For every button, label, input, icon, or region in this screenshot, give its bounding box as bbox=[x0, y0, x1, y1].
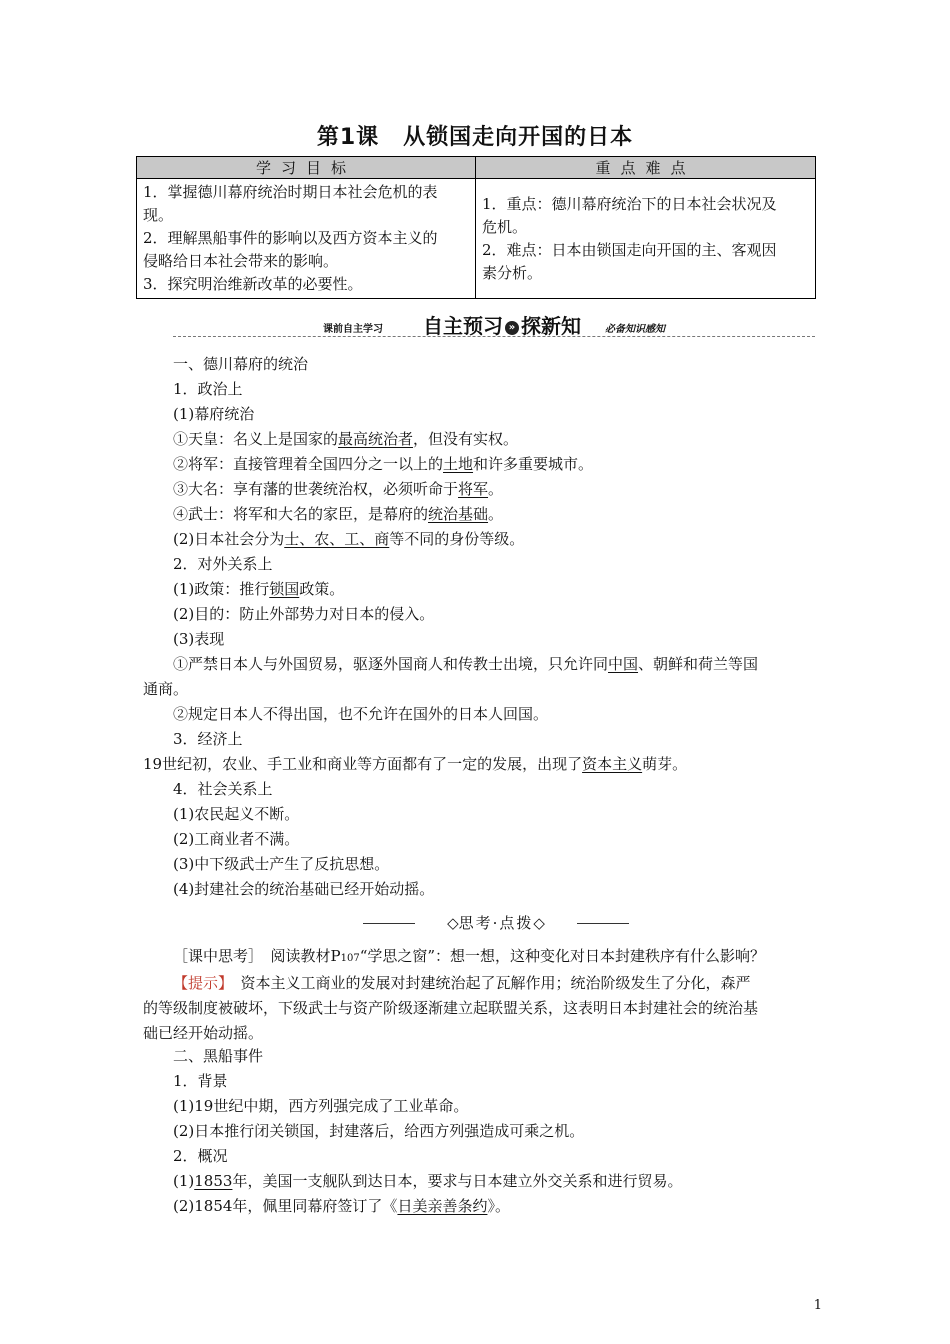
show-item-1 bbox=[173, 652, 815, 677]
text: ①天皇：名义上是国家的 bbox=[173, 430, 339, 448]
bg-heading: 1．背景 bbox=[173, 1072, 228, 1090]
economy-heading: 3．经济上 bbox=[173, 730, 243, 748]
hint-line-3: 础已经开始动摇。 bbox=[143, 1024, 264, 1042]
text: (1) bbox=[173, 1172, 195, 1190]
content-body bbox=[143, 352, 815, 902]
ov-line-2 bbox=[173, 1194, 815, 1219]
lesson-number: 第1课 bbox=[316, 125, 380, 150]
hint-line-1 bbox=[143, 971, 815, 996]
key-line: 素分析。 bbox=[482, 263, 543, 282]
banner-left-text: 课前自主学习 bbox=[323, 324, 383, 335]
goal-line: 侵略给日本社会带来的影响。 bbox=[143, 252, 339, 270]
divider-line-left bbox=[363, 923, 415, 924]
show-item-1-cont: 通商。 bbox=[143, 680, 189, 698]
keys-cell bbox=[476, 179, 816, 299]
society-item: (2)工商业者不满。 bbox=[173, 830, 300, 848]
aim-line: (2)目的：防止外部势力对日本的侵入。 bbox=[173, 605, 435, 623]
goal-line: 现。 bbox=[143, 206, 174, 224]
text: 19世纪初，农业、手工业和商业等方面都有了一定的发展，出现了 bbox=[143, 755, 583, 773]
text: ①严禁日本人与外国贸易，驱逐外国商人和传教士出境，只允许同 bbox=[173, 655, 609, 673]
banner-main-1: 自主预习 bbox=[423, 314, 503, 338]
politics-heading: 1．政治上 bbox=[173, 380, 243, 398]
foreign-heading: 2．对外关系上 bbox=[173, 555, 273, 573]
ov-line-1 bbox=[173, 1169, 815, 1194]
hint-line-2: 的等级制度被破坏，下级武士与资产阶级逐渐建立起联盟关系，这表明日本封建社会的统治基 bbox=[143, 999, 759, 1017]
text: 资本主义工商业的发展对封建统治起了瓦解作用；统治阶级发生了分化，森严 bbox=[225, 974, 751, 992]
banner-right-text: 必备知识感知 bbox=[605, 324, 665, 335]
answer-blank: 锁国 bbox=[269, 580, 300, 598]
society-item: (4)封建社会的统治基础已经开始动摇。 bbox=[173, 880, 435, 898]
text: 萌芽。 bbox=[642, 755, 688, 773]
key-line: 1．重点：德川幕府统治下的日本社会状况及 bbox=[482, 194, 777, 213]
answer-blank: 将军 bbox=[458, 480, 489, 498]
text: 、朝鲜和荷兰等国 bbox=[638, 655, 759, 673]
banner-rule bbox=[173, 336, 815, 337]
policy-line bbox=[173, 577, 815, 602]
answer-blank: 中国 bbox=[608, 655, 639, 673]
think-question bbox=[143, 944, 815, 971]
section2-block bbox=[173, 1044, 815, 1219]
goals-table bbox=[136, 156, 816, 299]
text: ③大名：享有藩的世袭统治权，必须听命于 bbox=[173, 480, 459, 498]
goals-header: 学习目标 bbox=[137, 157, 476, 179]
text: 。 bbox=[488, 480, 504, 498]
double-arrow-icon: » bbox=[505, 321, 519, 335]
answer-blank: 1853 bbox=[194, 1172, 233, 1190]
ov-heading: 2．概况 bbox=[173, 1147, 228, 1165]
goal-line: 1．掌握德川幕府统治时期日本社会危机的表 bbox=[143, 183, 438, 201]
show-line: (3)表现 bbox=[173, 630, 225, 648]
goal-line: 3．探究明治维新改革的必要性。 bbox=[143, 275, 363, 293]
text: 等不同的身份等级。 bbox=[389, 530, 525, 548]
text: (1)政策：推行 bbox=[173, 580, 270, 598]
key-line: 2．难点：日本由锁国走向开国的主、客观因 bbox=[482, 240, 777, 259]
text: ②将军：直接管理着全国四分之一以上的 bbox=[173, 455, 444, 473]
goal-line: 2．理解黑船事件的影响以及西方资本主义的 bbox=[143, 229, 438, 247]
lesson-name: 从锁国走向开国的日本 bbox=[403, 125, 634, 150]
section-banner bbox=[173, 310, 815, 338]
banner-main-2: 探新知 bbox=[521, 314, 581, 338]
divider-text: 思考·点拨 bbox=[458, 914, 534, 932]
goals-cell bbox=[137, 179, 476, 299]
bg-line-2: (2)日本推行闭关锁国，封建落后，给西方列强造成可乘之机。 bbox=[173, 1122, 585, 1140]
text: ④武士：将军和大名的家臣，是幕府的 bbox=[173, 505, 429, 523]
text: 年，美国一支舰队到达日本，要求与日本建立外交关系和进行贸易。 bbox=[232, 1172, 683, 1190]
answer-blank: 土地 bbox=[443, 455, 474, 473]
text: (2)日本社会分为 bbox=[173, 530, 285, 548]
diamond-icon: ◇ bbox=[447, 914, 459, 932]
key-line: 危机。 bbox=[482, 217, 528, 236]
text: (2)1854年，佩里同幕府签订了《 bbox=[173, 1197, 398, 1215]
samurai-line bbox=[173, 502, 815, 527]
text: 》。 bbox=[487, 1197, 510, 1215]
section2-heading: 二、黑船事件 bbox=[173, 1047, 264, 1065]
text: 政策。 bbox=[299, 580, 345, 598]
text: 。 bbox=[488, 505, 504, 523]
divider-line-right bbox=[577, 923, 629, 924]
text: ［课中思考］ 阅读教材P bbox=[173, 947, 341, 965]
page-ref: 107 bbox=[340, 953, 360, 964]
text: “学思之窗”：想一想，这种变化对日本封建秩序有什么影响？ bbox=[359, 947, 766, 965]
answer-blank: 最高统治者 bbox=[338, 430, 414, 448]
answer-blank: 统治基础 bbox=[428, 505, 489, 523]
society-item: (3)中下级武士产生了反抗思想。 bbox=[173, 855, 390, 873]
think-block bbox=[143, 944, 815, 1046]
answer-blank: 士、农、工、商 bbox=[284, 530, 390, 548]
keys-header: 重点难点 bbox=[476, 157, 816, 179]
text: ，但没有实权。 bbox=[413, 430, 519, 448]
shogun-line bbox=[173, 452, 815, 477]
banner-main bbox=[423, 310, 581, 339]
show-item-2: ②规定日本人不得出国，也不允许在国外的日本人回国。 bbox=[173, 705, 549, 723]
politics-sub1: (1)幕府统治 bbox=[173, 405, 255, 423]
section1-heading: 一、德川幕府的统治 bbox=[173, 355, 309, 373]
answer-blank: 日美亲善条约 bbox=[397, 1197, 488, 1215]
class-line bbox=[173, 527, 815, 552]
page-number: 1 bbox=[813, 1298, 822, 1313]
emperor-line bbox=[173, 427, 815, 452]
diamond-icon: ◇ bbox=[533, 914, 545, 932]
bg-line-1: (1)19世纪中期，西方列强完成了工业革命。 bbox=[173, 1097, 469, 1115]
society-item: (1)农民起义不断。 bbox=[173, 805, 300, 823]
economy-line bbox=[143, 752, 815, 777]
society-heading: 4．社会关系上 bbox=[173, 780, 273, 798]
answer-blank: 资本主义 bbox=[582, 755, 643, 773]
lesson-title bbox=[0, 120, 950, 151]
hint-label: 【提示】 bbox=[173, 974, 226, 992]
daimyo-line bbox=[173, 477, 815, 502]
text: 和许多重要城市。 bbox=[473, 455, 594, 473]
think-divider bbox=[363, 912, 629, 936]
